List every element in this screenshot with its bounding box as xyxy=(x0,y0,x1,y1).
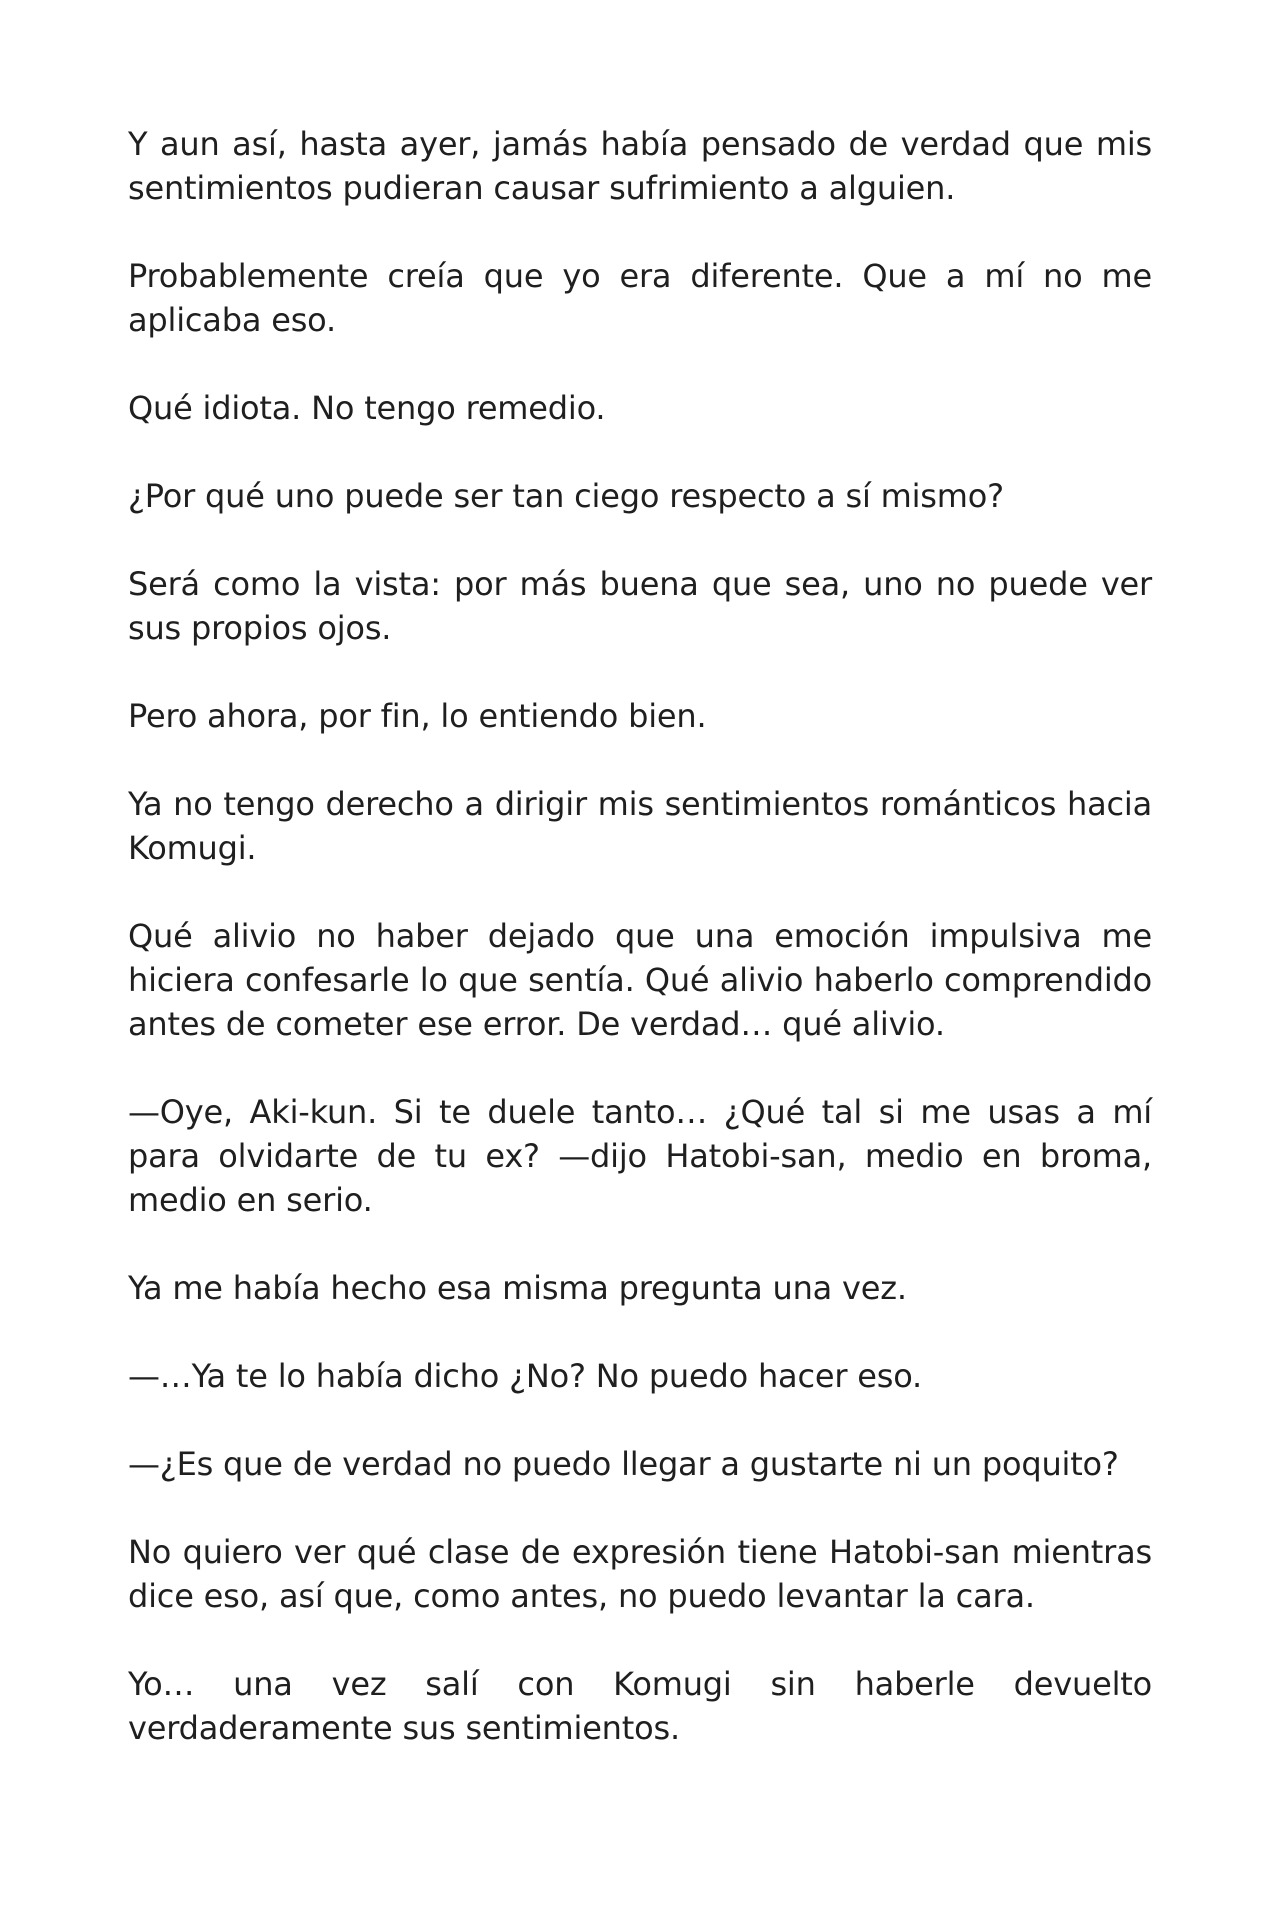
document-page xyxy=(128,122,1152,1750)
paragraph: —…Ya te lo había dicho ¿No? No puedo hacer eso. xyxy=(128,1357,923,1395)
paragraph: —¿Es que de verdad no puedo llegar a gustarte ni un poquito? xyxy=(128,1445,1119,1483)
paragraph: No quiero ver qué clase de expresión tiene Hatobi-san mientras dice eso, así que, como antes, no puedo levantar la cara. xyxy=(128,1533,1152,1615)
paragraph: Será como la vista: por más buena que sea, uno no puede ver sus propios ojos. xyxy=(128,565,1152,647)
paragraph: Yo… una vez salí con Komugi sin haberle devuelto verdaderamente sus sentimientos. xyxy=(128,1665,1152,1747)
paragraph: —Oye, Aki-kun. Si te duele tanto… ¿Qué tal si me usas a mí para olvidarte de tu ex? —dijo Hatobi-san, medio en broma, medio en serio. xyxy=(128,1093,1152,1219)
paragraph: Pero ahora, por fin, lo entiendo bien. xyxy=(128,697,707,735)
paragraph: Ya me había hecho esa misma pregunta una vez. xyxy=(128,1269,907,1307)
paragraph: Qué alivio no haber dejado que una emoción impulsiva me hiciera confesarle lo que sentía. Qué alivio haberlo comprendido antes de cometer ese error. De verdad… qué alivio. xyxy=(128,917,1152,1043)
paragraph: Probablemente creía que yo era diferente. Que a mí no me aplicaba eso. xyxy=(128,257,1152,339)
paragraph: Y aun así, hasta ayer, jamás había pensado de verdad que mis sentimientos pudieran causar sufrimiento a alguien. xyxy=(128,125,1152,207)
paragraph: ¿Por qué uno puede ser tan ciego respecto a sí mismo? xyxy=(128,477,1004,515)
paragraph: Ya no tengo derecho a dirigir mis sentimientos románticos hacia Komugi. xyxy=(128,785,1152,867)
paragraph: Qué idiota. No tengo remedio. xyxy=(128,389,606,427)
